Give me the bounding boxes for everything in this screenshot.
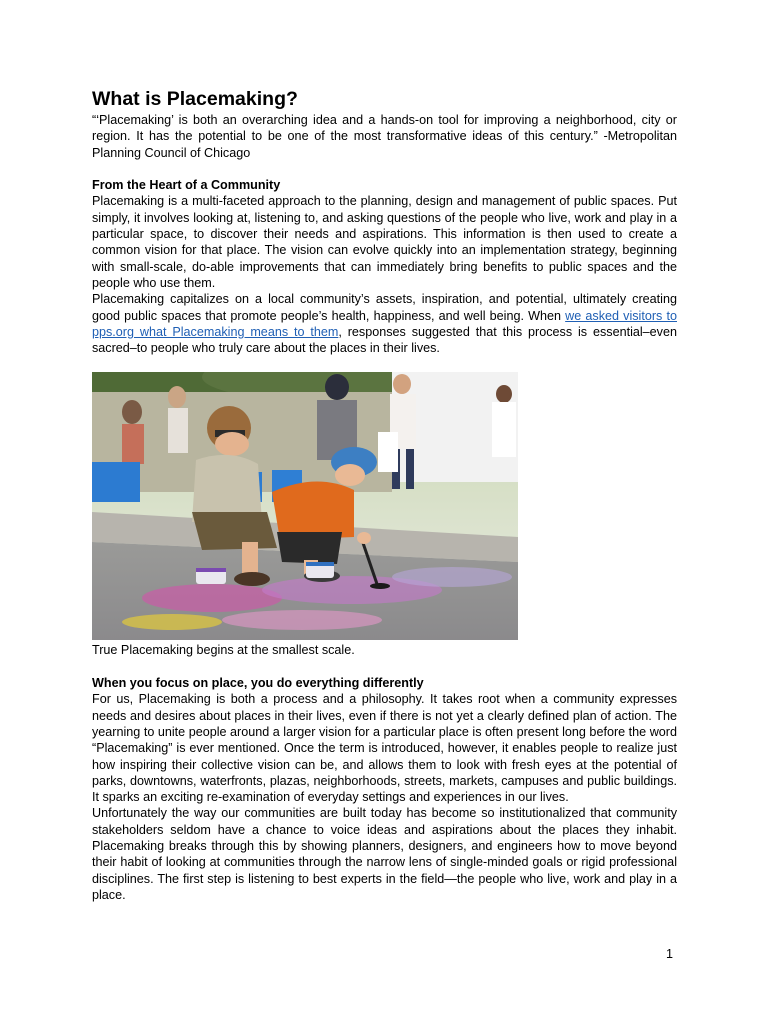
children-chalk-photo bbox=[92, 372, 518, 640]
visitors-link[interactable]: we asked visitors to pps.org what Placemaking means to them bbox=[92, 308, 677, 339]
para2-text-after: , responses suggested that this process is essential–even sacred–to people who truly care about the places in their lives. bbox=[92, 324, 677, 356]
spacer bbox=[92, 659, 677, 675]
photo-illustration bbox=[92, 372, 518, 640]
intro-quote: “‘Placemaking’ is both an overarching idea and a hands-on tool for improving a neighborhood, city or region. It has the potential to be one of the most transformative ideas of this century.” -Metropolitan Planning Council of Chicago bbox=[92, 113, 677, 160]
document-page bbox=[92, 86, 677, 903]
section2-paragraph-1: For us, Placemaking is both a process and a philosophy. It takes root when a community expresses needs and desires about places in their lives, even if there is not yet a clearly defined plan of action. The yearning to unite people around a larger vision for a particular place is often present long before the word “Placemaking” is ever mentioned. Once the term is introduced, however, it enables people to realize just how inspiring their collective vision can be, and allows them to look with fresh eyes at the potential of parks, downtowns, waterfronts, plazas, neighborhoods, streets, markets, campuses and public buildings. It sparks an exciting re-examination of everyday settings and experiences in our lives. bbox=[92, 692, 677, 805]
page-number: 1 bbox=[666, 947, 674, 961]
para2-text-before: Placemaking capitalizes on a local community’s assets, inspiration, and potential, ultimately creating good public spaces that promote people’s health, happiness, and well being. When bbox=[92, 292, 677, 323]
section1-paragraph-1: Placemaking is a multi-faceted approach to the planning, design and management of public spaces. Put simply, it involves looking at, listening to, and asking questions of the people who live, work and play in a particular space, to discover their needs and aspirations. This information is then used to create a common vision for that place. The vision can evolve quickly into an implementation strategy, beginning with small-scale, do-able improvements that can immediately bring benefits to public spaces and the people who use them. bbox=[92, 194, 677, 290]
section2-paragraph-2: Unfortunately the way our communities are built today has become so institutionalized that community stakeholders seldom have a chance to voice ideas and aspirations about the places they inhabit. Placemaking breaks through this by showing planners, designers, and engineers how to move beyond their habit of looking at communities through the narrow lens of single-minded goals or rigid professional disciplines. The first step is listening to best experts in the field—the people who live, work and play in a place. bbox=[92, 806, 677, 902]
photo-caption: True Placemaking begins at the smallest scale. bbox=[92, 643, 355, 658]
section-heading-heart-of-community: From the Heart of a Community bbox=[92, 178, 281, 193]
spacer bbox=[92, 161, 677, 177]
section1-paragraph-2 bbox=[92, 291, 677, 356]
page-title: What is Placemaking? bbox=[92, 88, 298, 110]
section-heading-focus-on-place: When you focus on place, you do everything differently bbox=[92, 676, 424, 691]
